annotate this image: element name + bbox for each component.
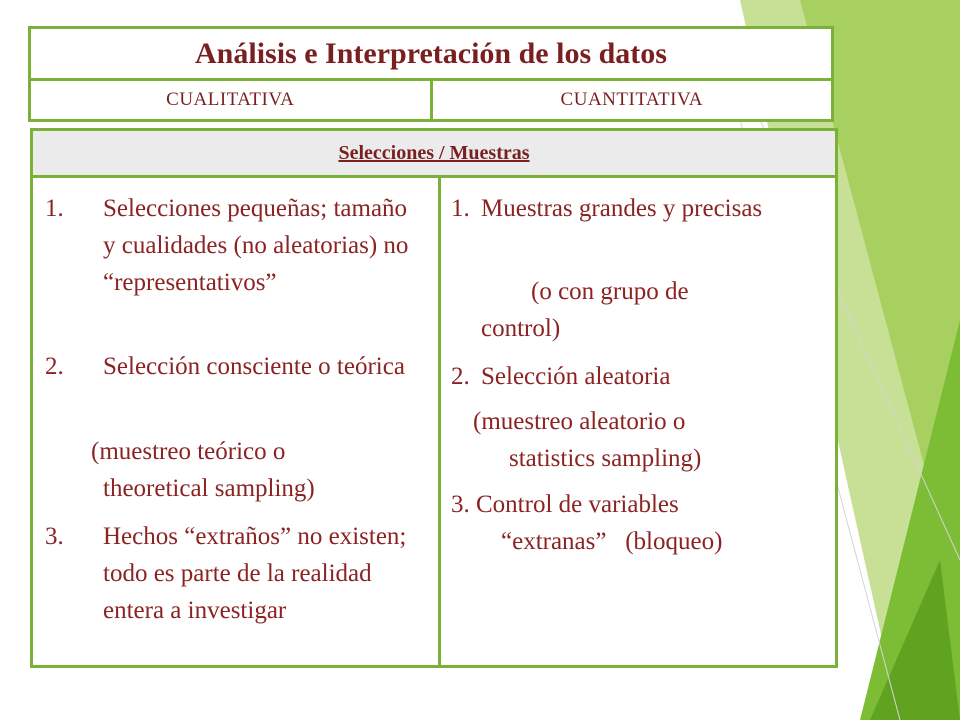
comparison-table	[30, 128, 838, 668]
column-cuantitativa: CUANTITATIVA	[430, 81, 832, 119]
item-text: Selecciones pequeñas; tamaño y cualidades (no aleatorias) no “representativos”	[103, 195, 409, 296]
section-title: Selecciones / Muestras	[338, 141, 530, 164]
item-number: 3.	[45, 523, 64, 550]
page-title: Análisis e Interpretación de los datos	[31, 29, 831, 81]
item-number: 1.	[45, 195, 64, 222]
item-continuation: (muestreo teórico o	[91, 438, 286, 465]
item-continuation: statistics sampling)	[509, 445, 702, 472]
list-item: 3. Control de variables	[451, 491, 679, 518]
cuantitativa-column	[441, 178, 835, 665]
item-number: 2.	[45, 353, 64, 380]
header-columns	[31, 81, 831, 119]
item-continuation: “extranas” (bloqueo)	[501, 528, 723, 555]
header-table	[28, 26, 834, 122]
item-number: 2.	[451, 363, 470, 390]
item-number: 1.	[451, 195, 470, 222]
item-text: Selección aleatoria	[481, 363, 671, 390]
item-continuation: theoretical sampling)	[103, 475, 315, 502]
item-text: Hechos “extraños” no existen; todo es parte de la realidad entera a investigar	[103, 523, 407, 624]
item-continuation: (muestreo aleatorio o	[473, 408, 686, 435]
item-text: Muestras grandes y precisas	[481, 195, 763, 222]
item-continuation: (o con grupo de	[531, 278, 689, 305]
item-continuation: control)	[481, 315, 561, 342]
cualitativa-column	[33, 178, 441, 665]
column-cualitativa: CUALITATIVA	[166, 89, 295, 110]
section-header	[33, 131, 835, 178]
item-text: Selección consciente o teórica	[103, 353, 405, 380]
